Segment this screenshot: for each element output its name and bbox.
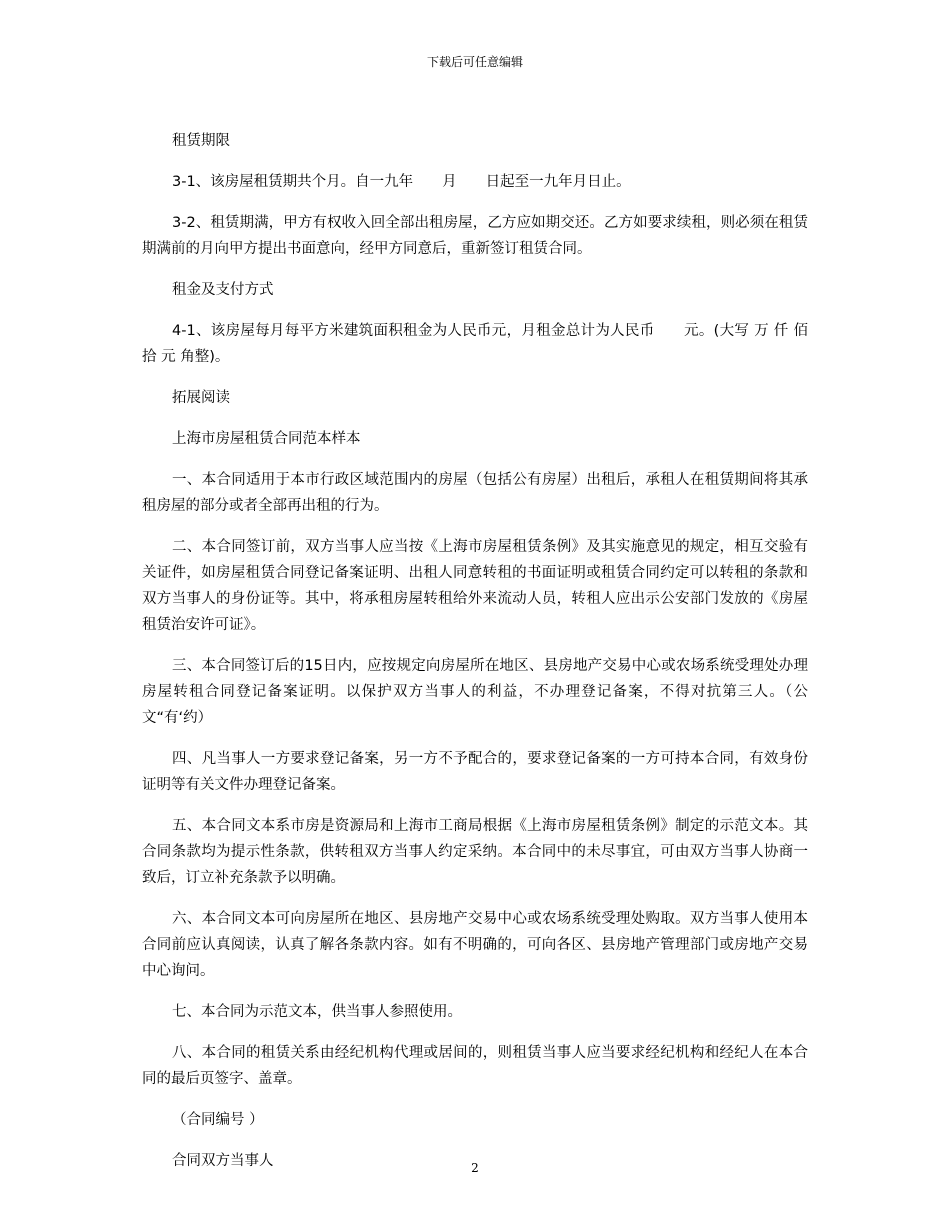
sample-title: 上海市房屋租赁合同范本样本 — [172, 431, 361, 447]
note-1: 一、本合同适用于本市行政区域范围内的房屋（包括公有房屋）出租后，承租人在租赁期间将其承租房屋的部分或者全部再出租的行为。 — [142, 472, 808, 514]
note-4: 四、凡当事人一方要求登记备案，另一方不予配合的，要求登记备案的一方可持本合同，有效身份证明等有关文件办理登记备案。 — [142, 751, 808, 793]
note-6: 六、本合同文本可向房屋所在地区、县房地产交易中心或农场系统受理处购取。双方当事人使用本合同前应认真阅读，认真了解各条款内容。如有不明确的，可向各区、县房地产管理部门或房地产交易中心询问。 — [142, 911, 808, 979]
note-7: 七、本合同为示范文本，供当事人参照使用。 — [172, 1004, 462, 1020]
document-body — [142, 128, 808, 1189]
note-3: 三、本合同签订后的15日内，应按规定向房屋所在地区、县房地产交易中心或农场系统受理处办理房屋转租合同登记备案证明。以保护双方当事人的利益，不办理登记备案，不得对抗第三人。（公文“有‘约） — [142, 658, 808, 726]
clause-3-2: 3-2、租赁期满，甲方有权收入回全部出租房屋，乙方应如期交还。乙方如要求续租，则必须在租赁期满前的月向甲方提出书面意向，经甲方同意后，重新签订租赁合同。 — [142, 215, 808, 257]
contract-number-line: （合同编号 ） — [172, 1112, 264, 1128]
section-heading-rent-payment: 租金及支付方式 — [172, 282, 274, 298]
page-number: 2 — [471, 1161, 479, 1175]
note-2: 二、本合同签订前，双方当事人应当按《上海市房屋租赁条例》及其实施意见的规定，相互交验有关证件，如房屋租赁合同登记备案证明、出租人同意转租的书面证明或租赁合同约定可以转租的条款和双方当事人的身份证等。其中，将承租房屋转租给外来流动人员，转租人应出示公安部门发放的《房屋租赁治安许可证》。 — [142, 539, 808, 633]
contract-parties-heading: 合同双方当事人 — [172, 1153, 274, 1169]
note-8: 八、本合同的租赁关系由经纪机构代理或居间的，则租赁当事人应当要求经纪机构和经纪人在本合同的最后页签字、盖章。 — [142, 1045, 808, 1087]
section-heading-extended-reading: 拓展阅读 — [172, 390, 230, 406]
page-header: 下载后可任意编辑 — [426, 55, 523, 69]
clause-4-1: 4-1、该房屋每月每平方米建筑面积租金为人民币元，月租金总计为人民币 元。(大写 万 仟 佰 拾 元 角整)。 — [142, 323, 808, 365]
clause-3-1: 3-1、该房屋租赁期共个月。自一九年 月 日起至一九年月日止。 — [172, 174, 631, 190]
note-5: 五、本合同文本系市房是资源局和上海市工商局根据《上海市房屋租赁条例》制定的示范文本。其合同条款均为提示性条款，供转租双方当事人约定采纳。本合同中的未尽事宜，可由双方当事人协商一致后，订立补充条款予以明确。 — [142, 818, 808, 886]
section-heading-lease-term: 租赁期限 — [172, 133, 230, 149]
